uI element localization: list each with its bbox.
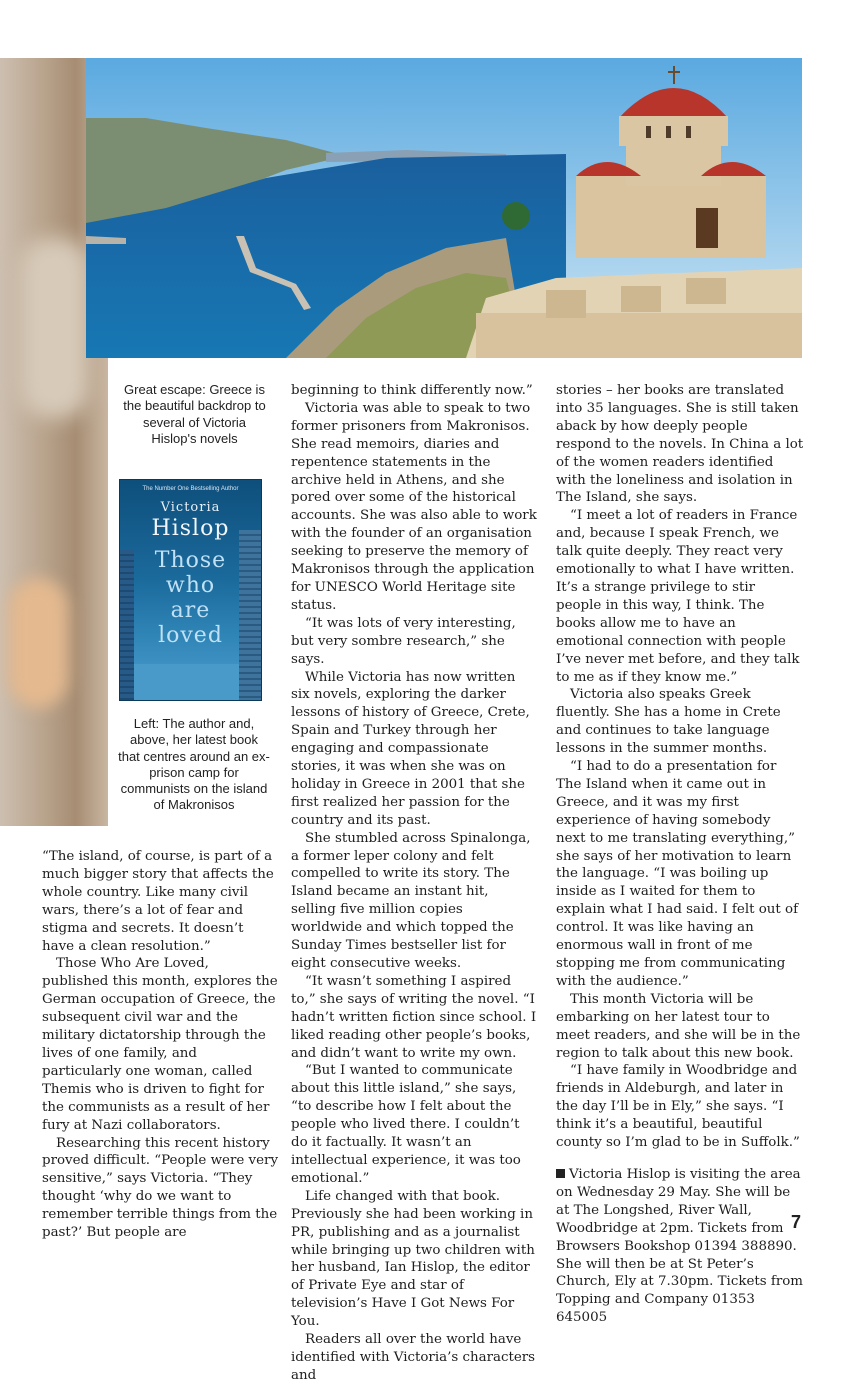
paragraph: “But I wanted to communicate about this little island,” she says, “to describe how I felt about the people who lived there. I couldn’t do it factually. It wasn’t an intellectual experience, it was too emotional.” <box>291 1063 521 1186</box>
paragraph: Victoria was able to speak to two former prisoners from Makronisos. She read memoirs, diaries and repentence statements in the archive held in Athens, and she pored over some of the historical accounts. She was also able to work with the founder of an organisation seeking to preserve the memory of Makronisos through the application for UNESCO World Heritage site status. <box>291 400 537 613</box>
paragraph: “I meet a lot of readers in France and, because I speak French, we talk quite deeply. They react very emotionally to what I have written. It’s a strange privilege to stir people in this way, I think. The books allow me to have an emotional connection with people I’ve never met before, and they talk to me as if they know me.” <box>556 508 800 685</box>
paragraph: “I had to do a presentation for The Island when it came out in Greece, and it was my first experience of having somebody next to me translating everything,” she says of her motivation to learn the language. “I was boiling up inside as I waited for them to explain what I had said. I felt out of control. It was like having an enormous wall in front of me stopping me from communicating with the audience.” <box>556 759 799 989</box>
caption-author-book: Left: The author and, above, her latest book that centres around an ex-prison camp for communists on the island of Makronisos <box>118 716 270 813</box>
article-column-3 <box>556 382 804 1327</box>
square-bullet-icon <box>556 1169 565 1178</box>
book-title-line: who <box>165 573 216 598</box>
book-title-line: Those <box>154 548 227 573</box>
page-number: 7 <box>791 1212 802 1232</box>
paragraph: Victoria also speaks Greek fluently. She has a home in Crete and continues to take language lessons in the summer months. <box>556 687 781 757</box>
paragraph: stories – her books are translated into 35 languages. She is still taken aback by how deeply people respond to the novels. In China a lot of the women readers identified with the loneliness and isolation in The Island, she says. <box>556 383 804 506</box>
paragraph: Those Who Are Loved, published this month, explores the German occupation of Greece, the subsequent civil war and the military dictatorship through the lives of one family, and particularly one woman, called Themis who is driven to fight for the communists as a result of her fury at Nazi collaborators. <box>42 956 278 1133</box>
book-author-last: Hislop <box>151 516 230 541</box>
hero-image-greek-island <box>86 58 802 358</box>
paragraph: “I have family in Woodbridge and friends in Aldeburgh, and later in the day I’ll be in Ely,” she says. “I think it’s a beautiful, beautiful county so I’m glad to be in Suffolk.” <box>556 1063 800 1151</box>
paragraph: Readers all over the world have identified with Victoria’s characters and <box>291 1332 536 1383</box>
paragraph: “The island, of course, is part of a much bigger story that affects the whole country. Like many civil wars, there’s a lot of fear and stigma and secrets. It doesn’t have a clean resolution.” <box>42 849 274 954</box>
paragraph: beginning to think differently now.” <box>291 383 533 398</box>
paragraph: Life changed with that book. Previously she had been working in PR, publishing and as a journalist while bringing up two children with her husband, Ian Hislop, the editor of Private Eye and star of television’s Have I Got News For You. <box>291 1188 535 1330</box>
book-strap: The Number One Bestselling Author <box>142 486 239 492</box>
event-info <box>556 1166 804 1327</box>
paragraph: “It was lots of very interesting, but very sombre research,” she says. <box>291 615 516 667</box>
paragraph: This month Victoria will be embarking on her latest tour to meet readers, and she will be in the region to talk about this new book. <box>556 991 801 1061</box>
paragraph: While Victoria has now written six novels, exploring the darker lessons of history of Greece, Crete, Spain and Turkey through her engaging and compassionate stories, it was when she was on holiday in Greece in 2001 that she first realized her passion for the country and its past. <box>291 669 530 828</box>
book-title-line: loved <box>158 623 223 648</box>
caption-great-escape: Great escape: Greece is the beautiful backdrop to several of Victoria Hislop's novels <box>123 382 266 446</box>
article-column-2 <box>291 382 537 1385</box>
paragraph: “It wasn’t something I aspired to,” she says of writing the novel. “I hadn’t written fiction since school. I liked reading other people’s books, and didn’t want to write my own. <box>291 973 537 1061</box>
book-title-line: are <box>170 598 211 623</box>
book-author-first: Victoria <box>160 500 221 515</box>
book-cover-image <box>120 480 261 700</box>
paragraph: Researching this recent history proved difficult. “People were very sensitive,” says Victoria. “They thought ‘why do we want to remember terrible things from the past?’ But people are <box>42 1135 279 1241</box>
event-info-text: Victoria Hislop is visiting the area on Wednesday 29 May. She will be at The Longshed, River Wall, Woodbridge at 2pm. Tickets from Browsers Bookshop 01394 388890. She will then be at St Peter’s Church, Ely at 7.30pm. Tickets from Topping and Company 01353 645005 <box>556 1166 804 1326</box>
paragraph: She stumbled across Spinalonga, a former leper colony and felt compelled to write its story. The Island became an instant hit, selling five million copies worldwide and which topped the Sunday Times bestseller list for eight consecutive weeks. <box>291 830 531 971</box>
article-column-1 <box>42 848 278 1242</box>
